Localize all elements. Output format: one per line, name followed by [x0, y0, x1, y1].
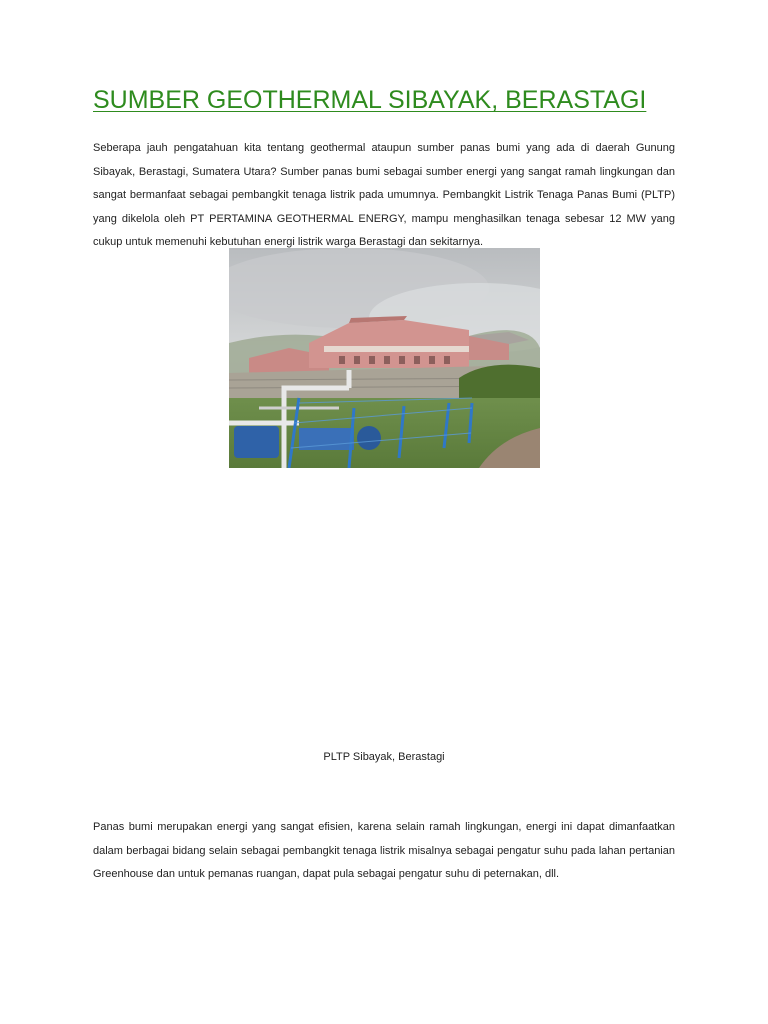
- intro-paragraph: Seberapa jauh pengatahuan kita tentang geothermal ataupun sumber panas bumi yang ada di daerah Gunung Sibayak, Berastagi, Sumatera Utara? Sumber panas bumi sebagai sumber energi yang sangat ramah lingkungan dan sangat bermanfaat sebagai pembangkit tenaga listrik pada umumnya. Pembangkit Listrik Tenaga Panas Bumi (PLTP) yang dikelola oleh PT PERTAMINA GEOTHERMAL ENERGY, mampu menghasilkan tenaga sebesar 12 MW yang cukup untuk memenuhi kebutuhan energi listrik warga Berastagi dan sekitarnya.: [93, 142, 675, 248]
- second-paragraph: Panas bumi merupakan energi yang sangat efisien, karena selain ramah lingkungan, energi ini dapat dimanfaatkan dalam berbagai bidang selain sebagai pembangkit tenaga listrik misalnya sebagai pengatur suhu pada lahan pertanian Greenhouse dan untuk pemanas ruangan, dapat pula sebagai pengatur suhu di peternakan, dll.: [93, 821, 675, 880]
- figure-caption: PLTP Sibayak, Berastagi: [323, 751, 445, 763]
- geothermal-plant-photo: [229, 248, 540, 468]
- page-title: SUMBER GEOTHERMAL SIBAYAK, BERASTAGI: [93, 86, 647, 114]
